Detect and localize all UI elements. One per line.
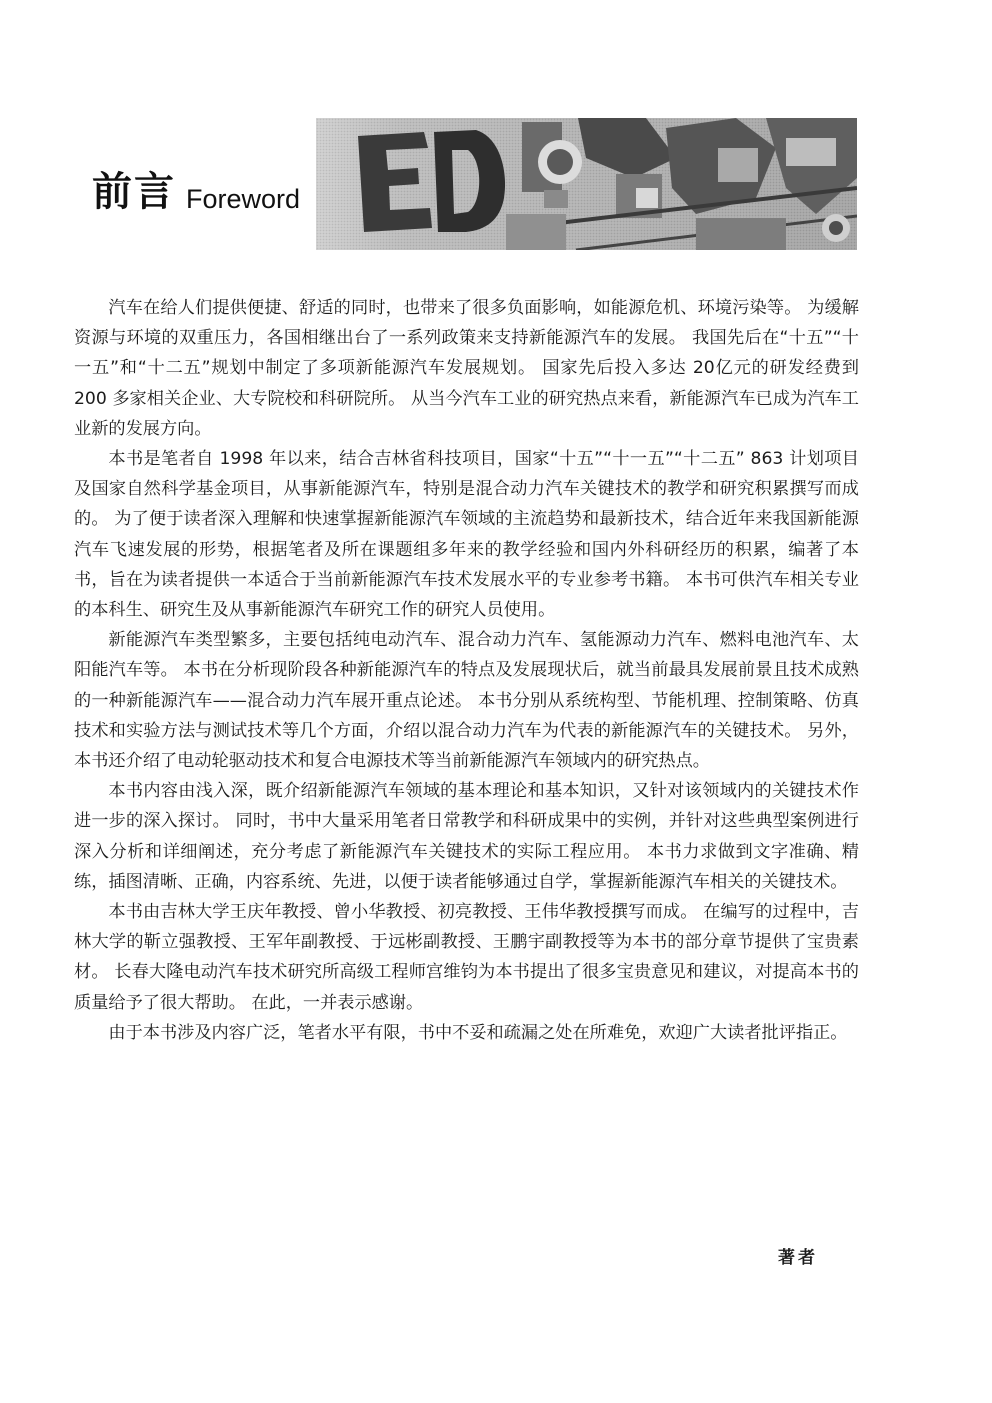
paragraph-4: 本书内容由浅入深，既介绍新能源汽车领域的基本理论和基本知识，又针对该领域内的关键技术作进一步的深入探讨。 同时，书中大量采用笔者日常教学和科研成果中的实例，并针对这些典型案例进行深入分析和详细阐述，充分考虑了新能源汽车关键技术的实际工程应用。 本书力求做到文字准确、精练，插图清晰、正确，内容系统、先进，以便于读者能够通过自学，掌握新能源汽车相关的关键技术。 bbox=[74, 781, 859, 892]
page-header bbox=[0, 0, 992, 260]
paragraph-1: 汽车在给人们提供便捷、舒适的同时，也带来了很多负面影响，如能源危机、环境污染等。 为缓解资源与环境的双重压力，各国相继出台了一系列政策来支持新能源汽车的发展。 我国先后在“十五”“十一五”和“十二五”规划中制定了多项新能源汽车发展规划。 国家先后投入多达 20亿元的研发经费到 200 多家相关企业、大专院校和科研院所。 从当今汽车工业的研究热点来看，新能源汽车已成为汽车工业新的发展方向。 bbox=[74, 298, 859, 439]
foreword-body bbox=[74, 293, 859, 1048]
paragraph-3: 新能源汽车类型繁多，主要包括纯电动汽车、混合动力汽车、氢能源动力汽车、燃料电池汽车、太阳能汽车等。 本书在分析现阶段各种新能源汽车的特点及发展现状后，就当前最具发展前景且技术成熟的一种新能源汽车——混合动力汽车展开重点论述。 本书分别从系统构型、节能机理、控制策略、仿真技术和实验方法与测试技术等几个方面，介绍以混合动力汽车为代表的新能源汽车的关键技术。 另外，本书还介绍了电动轮驱动技术和复合电源技术等当前新能源汽车领域内的研究热点。 bbox=[74, 630, 859, 772]
engine-bay-photo-icon bbox=[316, 118, 857, 250]
paragraph-6: 由于本书涉及内容广泛，笔者水平有限，书中不妥和疏漏之处在所难免，欢迎广大读者批评指正。 bbox=[108, 1022, 848, 1043]
author-signature: 著者 bbox=[778, 1248, 818, 1268]
paragraph-2: 本书是笔者自 1998 年以来，结合吉林省科技项目，国家“十五”“十一五”“十二五” 863 计划项目及国家自然科学基金项目，从事新能源汽车，特别是混合动力汽车关键技术的教学和研究积累撰写而成的。 为了便于读者深入理解和快速掌握新能源汽车领域的主流趋势和最新技术，结合近年来我国新能源汽车飞速发展的形势，根据笔者及所在课题组多年来的教学经验和国内外科研经历的积累，编著了本书，旨在为读者提供一本适合于当前新能源汽车技术发展水平的专业参考书籍。 本书可供汽车相关专业的本科生、研究生及从事新能源汽车研究工作的研究人员使用。 bbox=[74, 449, 859, 621]
page-title-english: Foreword bbox=[186, 184, 301, 214]
page-title: 前言 bbox=[92, 169, 176, 215]
paragraph-5: 本书由吉林大学王庆年教授、曾小华教授、初亮教授、王伟华教授撰写而成。 在编写的过程中，吉林大学的靳立强教授、王军年副教授、于远彬副教授、王鹏宇副教授等为本书的部分章节提供了宝贵素材。 长春大隆电动汽车技术研究所高级工程师宫维钧为本书提出了很多宝贵意见和建议，对提高本书的质量给予了很大帮助。 在此，一并表示感谢。 bbox=[74, 902, 859, 1013]
